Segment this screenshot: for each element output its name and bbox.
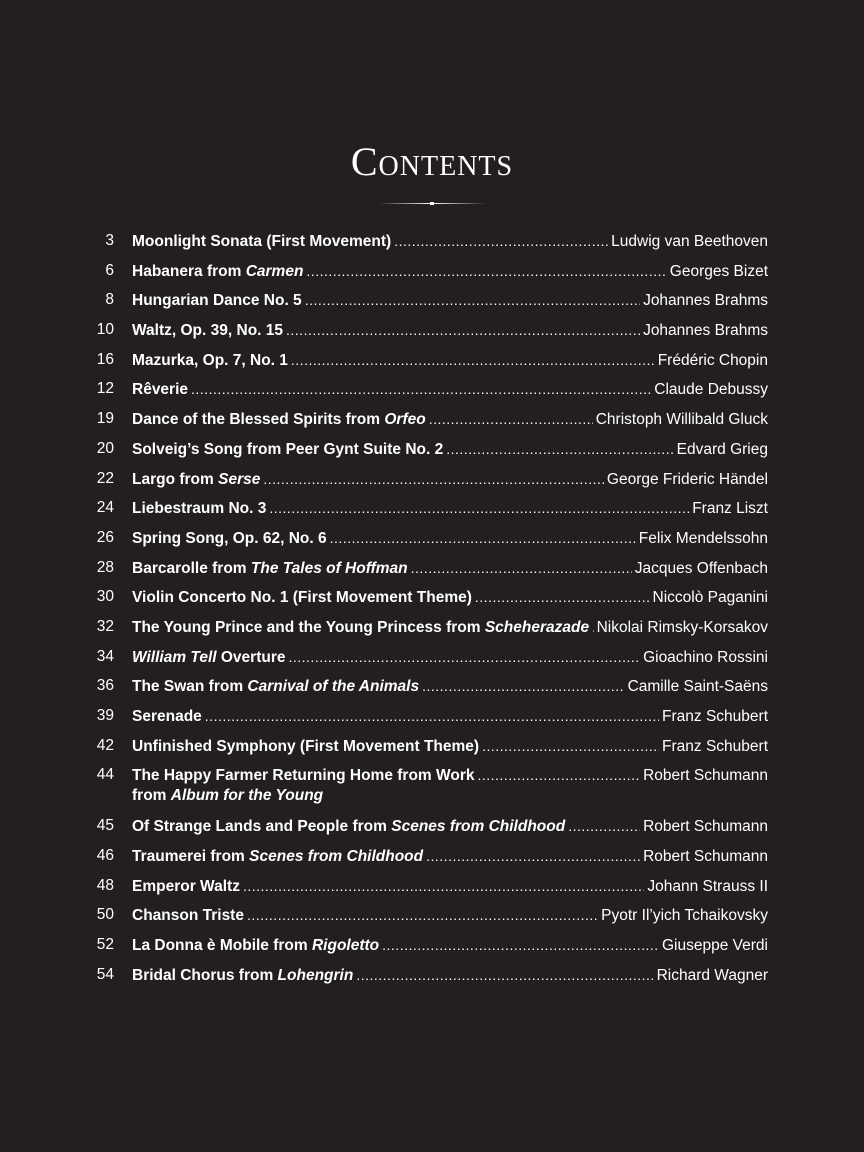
toc-line [132,438,768,461]
toc-line [132,378,768,401]
composer-name: Franz Schubert [662,708,768,725]
dot-leader [356,964,653,986]
composer-name: Robert Schumann [643,767,768,785]
toc-line [132,646,768,669]
dot-leader [422,675,624,697]
toc-line [132,934,768,957]
dot-leader [429,408,593,430]
title-ornament [378,202,486,205]
composer-name: Jacques Offenbach [634,559,768,577]
work-title: Waltz, Op. 39, No. 15 [132,322,284,340]
toc-entry[interactable] [0,376,864,406]
toc-line [132,586,768,609]
toc-line [132,764,768,787]
page-number: 34 [96,647,114,665]
toc-line [132,289,768,312]
dot-leader [382,934,659,956]
work-title: Largo from Serse [132,470,261,488]
toc-entry[interactable] [0,287,864,317]
toc-entry[interactable] [0,843,864,873]
toc-entry[interactable] [0,644,864,674]
work-title: Of Strange Lands and People from Scenes from Childhood [132,818,566,836]
page-number: 50 [96,906,114,924]
page-number: 36 [96,677,114,695]
dot-leader [475,586,650,608]
toc-line [132,845,768,868]
composer-name: Pyotr Il’yich Tchaikovsky [601,907,768,925]
dot-leader [247,904,598,926]
work-title: The Happy Farmer Returning Home from Work [132,767,475,785]
work-title: La Donna è Mobile from Rigoletto [132,937,380,955]
composer-name: Johannes Brahms [643,292,768,310]
page-number: 20 [96,439,114,457]
work-title: Hungarian Dance No. 5 [132,292,302,310]
composer-name: George Frideric Händel [606,470,768,488]
toc-entry[interactable] [0,873,864,903]
work-title: Emperor Waltz [132,877,240,895]
toc-entry[interactable] [0,466,864,496]
page-number: 44 [96,766,114,784]
toc-line [132,735,768,758]
work-title: Violin Concerto No. 1 (First Movement Theme) [132,589,472,607]
toc-entry[interactable] [0,555,864,585]
composer-name: Johann Strauss II [647,877,768,895]
composer-name: Ludwig van Beethoven [611,233,768,250]
dot-leader [191,378,651,400]
toc-entry[interactable] [0,525,864,555]
dot-leader [291,349,655,371]
page-title: Contents [350,139,514,184]
composer-name: Felix Mendelssohn [638,529,768,547]
toc-entry[interactable] [0,406,864,436]
page-number: 12 [96,380,114,398]
work-title: Dance of the Blessed Spirits from Orfeo [132,411,426,429]
toc-line [132,904,768,927]
page-number: 46 [96,847,114,865]
toc-line [132,557,768,580]
page-number: 42 [96,736,114,754]
composer-name: Nikolai Rimsky-Korsakov [596,618,768,636]
work-title: Barcarolle from The Tales of Hoffman [132,559,408,577]
dot-leader [269,497,689,519]
toc-entry[interactable] [0,902,864,932]
toc-entry[interactable] [0,962,864,992]
composer-name: Robert Schumann [643,818,768,836]
page-number: 22 [96,469,114,487]
page-number: 16 [96,350,114,368]
dot-leader [286,319,640,341]
dot-leader [426,845,640,867]
page-number: 10 [96,321,114,339]
page-number: 8 [105,291,114,309]
work-title: Rêverie [132,381,189,399]
composer-name: Franz Schubert [662,737,768,755]
toc-entry[interactable] [0,813,864,843]
composer-name: Robert Schumann [643,848,768,866]
toc-entry[interactable] [0,932,864,962]
page-number: 45 [96,817,114,835]
toc-line [132,319,768,342]
dot-leader [205,705,659,727]
dot-leader [288,646,640,668]
work-title: Moonlight Sonata (First Movement) [132,233,392,250]
work-title: Solveig’s Song from Peer Gynt Suite No. 2 [132,440,444,458]
toc-line [132,468,768,491]
dot-leader [263,468,604,490]
composer-name: Richard Wagner [656,966,768,984]
toc-entry[interactable] [0,228,864,258]
toc-entry[interactable] [0,733,864,763]
page-number: 39 [96,707,114,724]
toc-entry[interactable] [0,347,864,377]
page-number: 30 [96,588,114,606]
toc-entry[interactable] [0,614,864,644]
work-title: Bridal Chorus from Lohengrin [132,966,354,984]
work-title: Chanson Triste [132,907,244,925]
composer-name: Edvard Grieg [676,440,768,458]
dot-leader [592,616,594,638]
toc-line [132,815,768,838]
toc-line [132,675,768,698]
toc-line [132,616,768,639]
dot-leader [330,527,636,549]
toc-entry[interactable] [0,258,864,288]
work-title-continuation: from Album for the Young [132,787,324,805]
dot-leader [477,764,640,786]
work-title: Mazurka, Op. 7, No. 1 [132,351,288,369]
toc-line [132,230,768,253]
toc-entry[interactable] [0,584,864,614]
toc-line [132,349,768,372]
work-title: The Young Prince and the Young Princess from Scheherazade [132,618,590,636]
work-title: Spring Song, Op. 62, No. 6 [132,529,327,547]
page-number: 3 [105,232,114,249]
composer-name: Niccolò Paganini [652,589,768,607]
composer-name: Frédéric Chopin [657,351,768,369]
composer-name: Franz Liszt [692,500,768,518]
table-of-contents [0,228,864,992]
page-number: 54 [96,965,114,983]
composer-name: Camille Saint-Saëns [627,678,768,696]
work-title: Serenade [132,708,202,725]
page-number: 19 [96,410,114,428]
toc-line [132,260,768,283]
dot-leader [482,735,659,757]
dot-leader [568,815,640,837]
toc-entry[interactable] [0,495,864,525]
dot-leader [411,557,632,579]
composer-name: Claude Debussy [654,381,768,399]
toc-entry[interactable] [0,436,864,466]
toc-entry[interactable] [0,673,864,703]
toc-entry[interactable] [0,317,864,347]
toc-line [132,408,768,431]
composer-name: Christoph Willibald Gluck [595,411,768,429]
page-number: 24 [96,499,114,517]
composer-name: Giuseppe Verdi [662,937,768,955]
page-number: 28 [96,558,114,576]
work-title: William Tell Overture [132,648,286,666]
toc-line [132,527,768,550]
work-title: Unfinished Symphony (First Movement Theme) [132,737,480,755]
dot-leader [243,875,644,897]
toc-entry[interactable] [0,703,864,733]
page-number: 6 [105,261,114,279]
dot-leader [446,438,673,460]
work-title: Liebestraum No. 3 [132,500,267,518]
composer-name: Johannes Brahms [643,322,768,340]
toc-line [132,705,768,728]
page-number: 52 [96,936,114,954]
toc-line [132,964,768,987]
toc-entry[interactable] [0,762,864,813]
composer-name: Gioachino Rossini [643,648,768,666]
dot-leader [305,289,640,311]
composer-name: Georges Bizet [669,262,768,280]
work-title: Habanera from Carmen [132,262,304,280]
work-title: The Swan from Carnival of the Animals [132,678,420,696]
page-number: 48 [96,876,114,894]
page-number: 32 [96,617,114,635]
toc-line [132,497,768,520]
work-title: Traumerei from Scenes from Childhood [132,848,424,866]
dot-leader [306,260,666,282]
toc-line [132,875,768,898]
page-number: 26 [96,528,114,546]
dot-leader [394,230,608,252]
